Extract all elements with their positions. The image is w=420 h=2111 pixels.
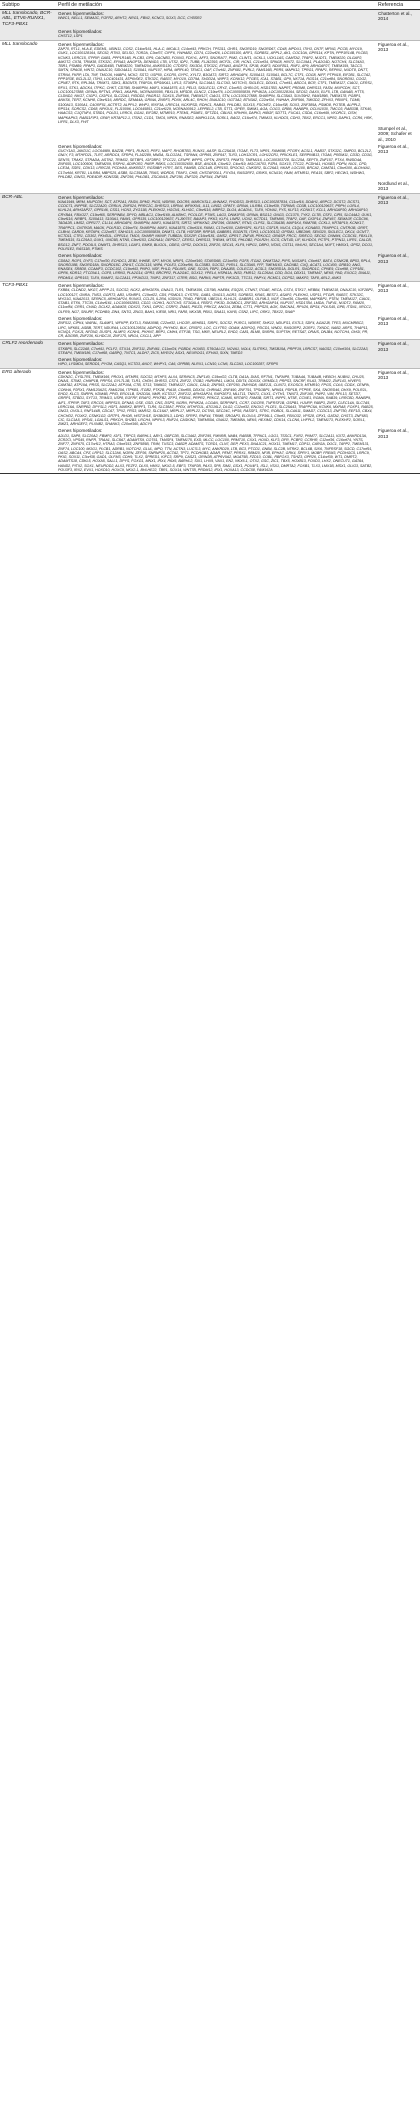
subtype-cell <box>0 356 56 368</box>
subtype-cell <box>0 143 56 180</box>
subtype-cell <box>0 40 56 125</box>
gene-list: CHST12, LSP1 <box>58 34 83 39</box>
reference-cell <box>376 282 420 315</box>
table-row <box>0 368 420 427</box>
methylation-label: Genes hipermetilados: <box>58 369 104 375</box>
reference-cell <box>376 125 420 143</box>
table-row <box>0 340 420 356</box>
reference-text: Stumpel et al., 2009; Schafer et al., 2010 <box>378 126 412 142</box>
reference-text: Chatterton et al., 2014 <box>378 11 412 22</box>
header-subtype: Subtipo <box>0 1 56 10</box>
reference-cell <box>376 356 420 368</box>
reference-text: Figueroa et al., 2013 <box>378 369 409 380</box>
reference-text: Figueroa et al., 2013 <box>378 428 409 439</box>
subtype-label: ERG alterado <box>2 369 32 375</box>
table-row <box>0 427 420 473</box>
reference-text: Figueroa et al., 2013 <box>378 283 409 294</box>
methylation-label: Genes hipermetilados: <box>58 283 104 289</box>
profile-cell <box>56 282 376 315</box>
profile-cell <box>56 180 376 193</box>
subtype-cell <box>0 180 56 193</box>
profile-cell <box>56 368 376 427</box>
subtype-cell <box>0 315 56 340</box>
profile-cell <box>56 40 376 125</box>
reference-text: Figueroa et al., 2013 <box>378 341 409 352</box>
profile-cell <box>56 125 376 143</box>
gene-list: WWC1, NELL1, SEMA3C, FGFR2, ARHT2, NRG1, FBN2, KCNC3, SOX3, DCC, CYBSR2 <box>58 16 202 21</box>
table-row <box>0 143 420 180</box>
header-profile: Perfil de metilación <box>56 1 376 10</box>
subtype-cell <box>0 252 56 281</box>
reference-cell <box>376 252 420 281</box>
table-row <box>0 193 420 252</box>
table-row <box>0 40 420 125</box>
table-header <box>0 1 420 10</box>
methylation-label: Genes hipometilados: <box>58 357 103 363</box>
reference-cell <box>376 143 420 180</box>
reference-text: Figueroa et al., 2013 <box>378 143 409 155</box>
reference-text: Figueroa et al., 2013 <box>378 253 409 264</box>
profile-cell <box>56 356 376 368</box>
table-row <box>0 10 420 29</box>
subtype-cell <box>0 340 56 356</box>
profile-cell <box>56 427 376 473</box>
reference-cell <box>376 340 420 356</box>
gene-list: ZNF512, CIPK4, WAFAL, SLAMF1, WFKPP, EXTL3, FAM109B, C22orf32, LHCGR, ARHB11, SIRP1, SOCS2, PURC1, WDR8T, SHK12, NDUFS1, EXTL3, SDF4, AGA2J8, TFE3, MUCMRBC2, LIPC, NFKB1, ASBB, TERT, NDUFA4, LOC100129534, ADIPOQ, PHYHD1, BLK, CRISP2, LOC, CLYTR2, ODAM, ADIPOQ, PDCD1, WND1, RASGRP2, ZGRF1, TXNDC, NAB2, ARFS, THAP11, KCNQ1, FOXJ1, NFDN2, DUSP1, NLMP2, KCNH1, PKHN7, BRP1, CMH4, ETF1B, TSG, MKR, NEURL2, EHD2, CA81, BLM8, SNRPA, SUPT5H, RETSAT, ORAIS, DNJB4, NOTCH4, GHGI, PR, CR, ADGRB, ZNF236, KLHDC10, ZNF175, NRG4, CXCL1, APP <box>58 321 369 339</box>
gene-list: KIAA1949, MRM, MUPCDH, SCT, ATP2A1, FASN, DPM2, PIGS, WDR90, DGCR5, MARCKSL1, AHNAK2, FHODS3, DHRS13, LOC100287834, C11orf16, DDAH1, ARPC2, DCST2, DCST1, CCDC71, INPP5E, SLC22A20, CRRLN, ZNF524, PRRC2C, DHRS13, LRRN4, WFIKKN1, IL11, LINS2, GPATY, GRINA, LILRB4, C19orf39, TSPAN5, CD3B, LOC100129637, PRPH, LORL4, KLHL24, ARHGAP27, GPR146, CSS1, HCN3, ZYG11B, PLEKHG2, HGCN1, KLHGC, C9orf116, MBPS2, DLG4, ACADVL, TLE9, YDHA1, FYS, KLF13, KCNK17, KCL1, ARHGAP30, ARHGAP10, CRYBA4, FBXO27, C19orf65, SERPINB4, DPYD, MBLAC1, C9orf169, ALKBHC, PCOLCE, PTMS, LAG3, DNM1P35, GRINA, BSG12, GNG3, CC1375, TYK2, CLTB, CSF1, CIR5, SLC44A2, GUK1, C9orf116, NRBP1, S100A13, S100A1, FAIM1, GPR135, LOC100129637, FLJ90757, BAIAP3, PKK3, KLF4, LINR2, UCN2, KCTD11, TMEM95, TFAP2, OAF, CIGP14, ZNF467, SEMA3F, CCDC96, TADA2B, LIMS2, GPR177, C1L14, ARHGAP4, SHARPIN, MAF1, KIAA1875, SIRT2, WFIKKN2, ZNF296, GEMIN7, RTN3, CLPS1, SLC35A3B, MAP1K4, FAM70B, CCKL1, KRTAP19, KCNK17, TRAPPC1, CNTROB, MAGK, POLR1D, C19orf74, SHARPIN, MAF1, KIAA1875, C9orf116, FAIM1, C17orf100, CARHSP1, KLF13, CSF1R, NUC4, C1QL4, KCNAB3, TRAPPC1, CNTROB, GRRT, CLBH4, CARD9, KRTAP4, C12orf57, SNHG15, LOC100505839, DNMT1, CLTB, HSF2BP, RRP1B, GABBR1, B3GNT5, ITIH3, LOC100132, GPSM1, UBE2M6, SEN320, SIGLEC1, DKC4, GCNT7, KCTD11, CTR1, CD302, PKHD1L, GPR114, TMC6, SHARP, NKNIP, TUBB2A, SSX2IP, C16orf181, GMS2, GPR17, ZNF48, PRKOC2, GRASP, FRCC, SIRECO, SEC62, CNNM4, CCDC61, FBXL19, TMEM115, SLC29A3, GUK1, UNC5B, NTN5, C9orf153, CACNA1I, DEPDC7, CERS1, DHRS13, THEM4, MTSS, PHLDB2, POLR2H, ICCS, CNT4D, LIF, KLHDC6, PCTP1, PTPN11, LIFR1, CALCB, BSG12, ZNF7, PDC6L5, DNMT1, DHRS13, LGAF1, EMK8, BLIGOL, ODEG, GPS2, DOCK11, ZNF20, SEC41, KLF9, HIPG1, DBPO, NTAS, CST11, NHLH1, SEC1A4, NUFT, HMXX1, GPS2, DCO1, POLR1E2, RAS11B, PTMIS <box>58 199 374 252</box>
subtype-cell <box>0 193 56 252</box>
profile-cell <box>56 252 376 281</box>
reference-cell <box>376 368 420 427</box>
table-row <box>0 356 420 368</box>
subtype-label: MLL translocado <box>2 41 38 47</box>
methylation-label: Genes hipermetilados: <box>58 41 104 47</box>
table-row <box>0 28 420 40</box>
gene-list: HIPO, LYSMD4, SERDD1, PYGM, CASQ1, KCTD3, ANO7, WHPY1, CA6, GPR8B, NLRX1, LCN10, LCN6, SLC2A3, LOC100287, SFRP5 <box>58 362 278 367</box>
table-body <box>0 10 420 474</box>
reference-cell <box>376 427 420 473</box>
gene-list: A2LD1, SAP8, SLC20A2, FBMP2, IGF1, TRPC3, BARHL1, ABY1, OBFC2B, SLC34A2, ZNF295, FMNRB, NAB4, RAB5B, TFPAC1, LGG1, TSSC1, FXR2, PNMT7, SLC2A11, IGIT2, ANKRD13A, ZCR2CI, VPS45, RNFR, TRAA1, SLC8A7, ADAMTS9, COT61, TM4SF4, TMEM175, EXD, MLCC, LOC100, PRMT10, CXX1, HOXD, KLF3, DFR, PCBP2, CCRHR, C12orf36, C16orf74, YNTS, ZNF77, ZNF675, C17orf12, HTRA3, C9orf153, ZNF585B, TRIM, TUSC3, DAB2P, ADAMTS, TCRD1, CLN7, DEP, PEX3, DNAJC21, HOX11, TMEM17, CDP11, CARGA, DOC1, TAPP2, TMEM131, ZNF74, LOC100, MOG1, PLCB1, ADRB1, NOTCH2, GLUL, MPO, TTN, ACTN3, LUC7L3, MYC, ANKRD29, LTB, BC3, PTCD1, GNB4, SLC2B, NTRK2, BCL6B, SIX6, TNFRSF18, SGCD, C17orf91, OAS2, ABCA4, CPZ, LRP12, SLC12A6, NGRN, ZEP36, SNRNP25, ACTA2, TPT1, PCDHGB3, ADAR, PEMT, PRRX1, RBM20, NFIB, EPHA7, GRK4, SPRY1, MOBP, FREM3, PCDHGC5, LRRC9, PKIG, SOX11, C3orf38, GAD1, OLFM3, CDH9, TLX2, SPRED1, KIFC3, SRP9, CASZ1, GRIN2B, ATP6V0A2, MGAT5B, FZD10, COBL, RBFOX3, TSHZ3, GPR26, C14orf39, WT1, DMRT2, ADAMTS18, CDKL5, HOXA5, SALL1, DPYS, FOXG1, MNX1, IRX4, PAX6, BARHL2, SIX1, LHX9, VAX1, EN2, NKX6-1, OTX2, GSC, ZIC1, TBX5, HOXB13, FOXD3, LHX2, ONECUT1, GATA4, HAND2, PITX2, SOX1, NEUROD2, ALX3, FEZF2, DLX5, HMX1, NKX2-5, EBF3, TFAP2B, PAX3, SP8, SIM1, GSX1, POU4F1, ISL1, VSX1, DMRTA2, FOXB1, TLX3, LMX1B, MSX1, OLIG3, SATB2, POU3F3, IRX2, EVX1, HOXD10, HOXC9, NKX2-1, BHLHE22, TBR1, SOX14, WNT7B, PRDM12, IRX1, HOXA13, CCDC58, FAM162A <box>58 433 373 473</box>
reference-cell <box>376 40 420 125</box>
methylation-label: Genes hipermetilados: <box>58 194 104 200</box>
subtype-cell <box>0 368 56 427</box>
table-row <box>0 252 420 281</box>
reference-text: Figueroa et al., 2013 <box>378 316 409 327</box>
profile-cell <box>56 315 376 340</box>
profile-cell <box>56 340 376 356</box>
reference-cell <box>376 10 420 29</box>
methylation-label: Genes hipometilados: <box>58 143 103 149</box>
subtype-cell <box>0 10 56 29</box>
table-row <box>0 315 420 340</box>
subtype-label: MLL translocado, BCR-ABL, ETV6-RUNX1, TCF3-PBX1 <box>2 11 52 27</box>
methylation-table <box>0 0 420 474</box>
table-row <box>0 180 420 193</box>
gene-list: FXBB4, CLDND2, NKG7, APPP-21, SOCS2, NCK2, ARHGEFA, GNA13, TLR1, TMEM156, CD79B, HAEB4, ESQ20, CTNNT, ITGAE, HECA, CST4, STK17, HEBB4, TMEM218, DNAJC10, IGF2BP1, LOC100127, GNRA, TNS3, GGRT3, AB3, USHBP1, C19orf22, CD5, PSMD13, CYSTR1, GAB1, GNG13, AGR3, SORBS3, KRAS, BEST1, ASAP2, PLEKHG, USP11, PTGIR, RAB37, STK32C, MYO1G, KIAA2013, SERNC5, ARHGAP24, RUNX3, CCL25, IL2RA, IGSN19, TRAD, FBR1B, UBE2L6, KLHL21, GABBR1, OLFML3, NGF, C9orf36, C5orf66, MAPKBP1, PTEN, TMEM127, CIAO1, STAB1, ETFA, TTC39, C14orf161, LOC100652853, CD22, UCHK1, NOTCH3, ST3GAL4, FBSF2, PIK3D, DOMDC1, ZNF382, ARHGAP14, NUP107, HSD17B4, LMDA, TNF41, NUDT2, FAM20, C11orf84, CRR1, CHAD, DCLK2, ADAM28, DDX23, TXN1, DIP2C, CSRP2, ZMAS, PIEZD, PRKCZ, ANO14, ZEBA, CTT1, PRPS25, AGK, SMCNA1, RPU26, BPS4, POLS45, GPB, ITSN1, XRCC1, OLFR9, NG7, SNURF, PCDHB9, ZIN4, SNTG, ZNG3, BAH1, KIE58, NRI1, FAR8, NKX3B, PBX1, SNA11, KAYB, CSN2, LIPC, ORK1, TBX22, SNAP <box>58 288 374 314</box>
subtype-cell <box>0 125 56 143</box>
methylation-label: Genes hipometilados: <box>58 428 103 434</box>
header-row <box>0 1 420 10</box>
reference-cell <box>376 180 420 193</box>
profile-cell <box>56 10 376 29</box>
profile-cell <box>56 143 376 180</box>
reference-text: Figueroa et al., 2013 <box>378 194 409 205</box>
header-reference: Referencia <box>376 1 420 10</box>
subtype-cell <box>0 28 56 40</box>
reference-text: Nordlund et al., 2013 <box>378 181 410 192</box>
gene-list: GUCY1A3, JAKD1C, LOC64989, BAZ2B, PRF1, RUNX3, PRF1, MAP7, RHOBTB3, RUNX1, AASP, SLC25A18, ITGAE, FLT3, NPR1, FAM65B, PTGRY, ACSL1, RAB37, STK32C, SMPD3, BCL2L2, GNLY, F3, MTHFD2L, TLR7, ARRDC4, SFRP4, FLJ42289, MNDA, SLCO2A1, TSPAN4, GPR65, ZNF647, TLR3, LOH12CR1, LOH12CR1, PRICKLE1, SERPINB13, ITGA6, PRDM11, CD3D, CD3G, SEN76, TRAK2, STRADA, ASTN2, TRIM32, SETBP1, IGF2BP2, TFCC21, CENPF, WPPS, OPTN, ZNF573, PNMT9, TMEM116, LOC100303728, SLC25A, SEPT9, ZNF157, PTX4, RWDD4A, ZNF655, LOC100506, TMEM209, RSPH1, ADIPOR2, PARP, RBKS, LOC100302650, BSE, ANO1B, C6orf12, C4orf19, MGC16703, PZR4, SOX10, TTC22, PCDHA1, HOXB3, PDPN, NIO1, CPD, LCE3A, SSR1, CDK13, LRRC28, PCDHA9, ANKRD27, RGS9BP, HTR7, DES, FAM5B, CDC14B, GPR153, SPOCK2, CNKSR2, SLC26A3, NKAP, LOC100, BRCA2, CAMTA1, C9orf100, ALDH4A1, C17orf44, KRT81, LILRB4, MBPS25, ASB8, SLC35A3B, TRAS, WDRD5, TRAF1, CHI8, CHSTAP20L1, FXYD4, RASGRF2, GRIK5, KCNJ10, FAIM, MTMR11, PEA15, SBF2, HECW1, WDHW1, PHLDB2, GINS3, PDE4DIP, KDNSSB, ZNF256, PHLDB1, ZSCAN18, ZNF256, ZNF329, ZNF544, ZNF681 <box>58 149 373 179</box>
table-row <box>0 125 420 143</box>
reference-cell <box>376 193 420 252</box>
profile-cell <box>56 193 376 252</box>
methylation-label: Genes hipometilados: <box>58 253 103 259</box>
subtype-cell <box>0 427 56 473</box>
reference-cell <box>376 315 420 340</box>
gene-list: ZAP70, RTL1, HLA-E, EDEM1, UBIN11, COS2, C14orf161, HLA-C, MICAL3, C14orf43, PRKCH, TPS311, GHR1, SNORD19, SNORD67, CD48, MPDU1, ITIH3, CNTF, MFNG, PCCB, MYO19, GUK1, LOC100128164, SEC62, RTN3, SELSO, TOR2A, C3orf37, CIPF6, YWHAB2, CD74, C22orf26, LOC155100, ARF1, SORBS1, APPL2, AK1, COC10A, GPR114, KPTN, PPP1R14B, PLCB3, KCNK3, LRRC15, ITPRIP, GAB1, PPP1R14B, PLCB3, GP9, CACNB3, FOXN3, FDXYL, AFF3, SNORA77, PIM2, CLINT1, UCKL1, UCKL1AS, CAMTA2, TFAP2, NUDT1, TMEM220, DLGAP2, AMOT2, CIITA, TRIM38, STK32C, EFNA3, ANGPTA, DENND3, LTB, UTS2, IDP1, TUBB, FLJ42393, MCF2L, CIR, HCN1, C21orf34, SPAG8, HINT2, SLC19A1, PLA2G4D, NOTCH4, SLC34A3, TBR1, PSMB9, RPAP3, GADD45B, TMEM220, TMEM204, ANKRD130, CTDSP2, SKI3D4, STK32C, EFNA3, ANGPT4, SP1B, IKAF3, NDUFB11, RNF1, AP9, ARHGAP27, TMEM159, TACC3, SMTN, SPAG8, HINT2, DNAJC10, SIDO4A13, S100A1, NUP107, HIRA, MRPL40, TENC1, OAF, C7orf41, ZNF681, PVRL2, FAM116B, PRR5, MAPK12, TPRG1, RPAP1, REPIN1, NUDT8, DNTT, STRN4, FKRP, LTA, TNF, TMCO6, HABP4, NCK2, SST2, USP50, CXCR5, GYPC, XYLT2, B3GAT3, SIRT2, ARHGAP4, S100A13, S100A1, BCL7C, CTF1, CDG8, NIFF, PTPN18, EIF2B1, SLC7A2, PPP1R3E, BCL2L12, ITIH3, LOC401431, ATP6V0E2, STK32C, RAB37, MYO19, CD79A, SH2D2A, WIPF3, KCNK12, PTGES, ICA1, STAB1, GP9, NXT1A, RGS14, C21orf84, SNORD91, COG2, CPNE7, RTK, RPL36A, TRIM71, SDK1, B3GNT8, TFAP2A, RPS6KA1, LIFL3, STXBP4, SLC16A3, SLC7A3, NOTCH3, SIGLEC1, DDX41, C7orf41, ABCC4, BCR, CTF1, TMEM127, CIAO1, CERS1, RFX1, STK1, ADCK4, ITPKC, CHKT, CD79B, SHARPIN, MAF1, KIAA1875, IL3, PELI3, SIGLEC11, CRYZ, C1orf63, GHRLOS, HSD17B3, NAPRT, PRDM8, DHRS13, FASN, MUPCDH, SCT, LOC100127888, GRINA, RFTN1, IFNK1, AKAP8L, NCRNA00095, FBXL19, MFSD8, GLNC2, C19orf76, LOC100505839, PIP4K2A, LOC100128164, SEC62, DAXX, ELF5, LTB, GANAB, HTT5, CLDND2, NKG7, CIGP1, CIGP14, SLC22A1, PIDDD2, PAGR12, SOX15, ZNF566, TMEM127, CIAO1, STN, LOC100127888, SHARPIN, SLC35A3, SUV39H2, FAM189B, TMEM178, PGBP1, ANKS6, TERT, KCNH8, C9orf116, ARRDC, SEMA4A, GRINA, ZNRF3, PDXK, ARL4C, RHOH, DNAJC10, UGT3A2, BTN3A2, C22orf34, YWHAH, ZNF566, TMIGD2, ZFHX3, PBXIP1, TGM6, S100A13, S100A1, C4ORF51, ACTRT2, ALPPL2, WHP1, IRXF3A, LRRC14, NCKIPSD, RDHC1, RAB43, PHLDB1, SOX15, FSCHE2, C16orf38, SOX3, ZNF385A, PSMD8, POTEB, ALPPL2, RPS14, SORCS2, CD68, NPIOU1, FLJ10096, LOC645851, C21orf129, NCRNA00912, LEPREL2, LTB, STT1, GPER, SMIM1, AGA, COG3, GRB6, RANBP9, OCLN1030, TMCO3, RAB33B, STK40, HAACS3, C1QTNF4, STBD1, POLD1, LRRC6, GGA1, EIF2B2, MTMR10, PTEM1, PSME1, SFTZD1, CBLN3, KRHHN, DAPK3, HIBGF, SDTT1, FUCA1, CSDA, C16orf49, VKORC1, CISH, MAPKAPK3, RAB11FIP3, GFAP, KRTAP12-1, ITSN2, C1D1, TMC6, NPEN, RNASE2, MAPKL1CA, SORL1, BAG2, C16orf74, TMIM13, KLHDC5, CDH3, TBX2, ERCC1, NPR2, DAPK1, CCR6, HRK, LIFR1, DLX3, FHIT <box>58 46 373 124</box>
reference-text: Figueroa et al., 2013 <box>378 41 409 52</box>
table-row <box>0 282 420 315</box>
methylation-label: Genes hipermetilados: <box>58 341 104 347</box>
subtype-label: CRLF2 reordenado <box>2 341 44 347</box>
subtype-label: TCF3-PBX1 <box>2 283 28 289</box>
methylation-label: Genes hipometilados: <box>58 316 103 321</box>
gene-list: STKBP5, SLC22A8, C7orf41, PCLF2, STX14, ZNF311, ZNF461, C11orf24, PGBD4, HOXB3, ST6GALC2, NOVA1, NOL4, SLITRK1, TMSB15A, PRPF19, LRRCS7, NAGS2, C10orf104, SLC22A3, STEAP4, TMEM186, C17orf68, GABPQ, TNTC1, ALDH7, ZIC5, MYEOV, ASX1, NEUROG1, EFHA3, SIXN, TMED3 <box>58 346 369 355</box>
subtype-cell <box>0 282 56 315</box>
gene-list: CDKN2C, CYSLTR1, TMEM166, PROX1, MTMR5, SOCS2, MTHF5, ALX4, SERINC5, ZNF140, C19orf22, CLTB, DA1A, DIAS, RFTN1, TNFAIP8, TUBA4A, TUBA4B, HEBCH, NUBN1, CHU25, DNAI1, STIM2, CHMP1B, PRPS4, GYLTL1B, TLR1, CHDH, DHRS3, CST4, ZNF22, ITGB2, HNRNPA1, LMO4, DDIT4, DDX3X, ORMDL3, PRPS3, SNCRF, RLA3, TRIM22, ZNF143, HIVEP3, CAMTA2, ATP10A, PRSS, SLC22A2, ATP10A, CTB, ST13, TIMM22, TMEM127, CIAO1, CALD, ZNF563, CEP250, ZMYND8, UBE2J1, CLINT1, EXOSC9, MTMR10, FPGS, COL6, CDDX, CENPA, CONHA, P2RX1, FAM120A2S, FAM120A, ITPKB1, ITGB2, PTK2B, PIA18, C6orf55, DDX34, CHRNA2, ZNF490, ZNF791, TPSGBP1, NPAS4, PDP1B, PTPRE, SKA, SNORD46, DHX9, POLR2L, EHD2, KLC3, SNRPN, KDM4B, PPID, ERO1LB, SH2D3A, NMR, KCTD17, ZNF212, ARHGAP24, RAPGEF3, MLLT11, TNNT1, CUX1, CYTH1, TNNT3, ZNF160, PWP2, VIM, RPL13, SETD7, GRRP1, STBD1, SYT13, TRIM13, USP8, EGFRF, ERAP2, PFKFB2, ZFP3, PSEN1, PRPR2, PRKCZ, ICAM5, KRTAP2, FAM3B, SIRT1, INPP1, NT5E, CCNE1, RGMA, RAB39, LRRC8D, RANBP9, AIF1, ITPRIP, TAF3, ERCC6, MRPS15, DFNA5, OSE, GSD, CNS, DSPS, NGRN, PIP4K2A, LCGAN, SERPINF1, CCR7, DGCR8, TNFRSF1B, GSPB1, HJURP, FABP3, ZNF2, CLEC14A, SLC7A5, LRRC16A, SNRPB2, DPYSL2, HSF1, MARK2, BRPF1, TLR6, SLC38A7, PPDX, MTHFD1L, ATG16L2, DLG2, C12orf32, ENOX2, PLCE1, SLC25A43, TRAPPC6A, KCNK6, MXRA8, FOXP1, RAB25, GNG3, OVOL1, RNF144B, CDCA7, TPX2, FRS3, MARS2, SLC16A7, MRPL17, MRPL22, DCTN5, SEC24C, HPS6, RASSF1, STRC, ROBO1, SLC4A11, SMAD7, CCDC13, ZNF750, EEF1D, CBX4, CHCHD2, FOXK2, CSNK1G2, GRTP1, RHOB, HIST1H1E, SH3BGRL3, LDHD, SFRP2, RNF44, TRIM8, SRGAP3, ELOVL6, ZFP36L1, C9orf3, FBXO32, VPS28, GPX1, GATA2, CHST3, ZNF683, CIC, SLC1A5, VPS41, LGALS1, PRKCH, SH2B3, LRCH4, NPIPL3, RNF24, CASKIN2, TMEM50A, GNA12, TMEM8A, NEK6, HEXIM2, CDK14, CLCN6, LHFPL2, TMEM173, PLEKHF2, SORL1, ZMIZ1, ARHGEF2, PLXNB2, SHANK3, C20orf160, ADCY9 <box>58 374 374 427</box>
gene-list: CD8A2, RGP1, DYF3, C17orf30, ECHDC1, ZEB2, IHHBE, SPT, MYO6, NRIP1, C20orf160, STARD6B, C21orf59, FGF8, ITGA2, DNMT3A2, PIPS, NUSAP1, C6orf47, BAT4, CSNK2B, BP53, RPL4, SNORD18B, SNORD18A, SNORD18C, ZNHLT, CCDC115, WIPA, POLE3, C20orf96, SLC35B3, SOCS2, PVRL1, SLC30A5, FFF, TMEM163, CACNB2, CXQ, ACAT1, LOC400, GRB10, ANG, RNASE4, SR8D8, CCAMF3, CCDC102, C19orf43, PNPO, NSF, PHLD, PDLIMS, GNE, SCGN, FBP1, DNAJB5, COLEC12, ACSL3, SNORD1A, DGLR1, SNORD1C, CPNE9, C1orf98, CYP1B1, GPR6, KDR12, FTCDNL1, CGF8, LRRN3, PLA2G14, GPR3, BRCPR2, PLA2G4C, SOX12, YPEL4, HSPA1A, INS0, FMR12, SLC26A4, CDD, DG4, DDX11, TMEM47, NEK8, PAD, EXOC2, DNAJ1, PRDM14, GPR153, TLE9, RAMF2, SLC2A11, PP1KD13, TNIP2, ZNF317, GTRR, BSG, PARK6, PAPTR, PIK3CD, TTC31, PAPY4, RCMC1, DCPS2, MAKP2, TAF8, ARL2, ANK3 <box>58 258 371 280</box>
methylation-label: Genes hipermetilados: <box>58 11 104 16</box>
methylation-label: Genes hipometilados: <box>58 29 103 35</box>
subtype-label: BCR-ABL <box>2 194 23 200</box>
profile-cell <box>56 28 376 40</box>
reference-cell <box>376 28 420 40</box>
